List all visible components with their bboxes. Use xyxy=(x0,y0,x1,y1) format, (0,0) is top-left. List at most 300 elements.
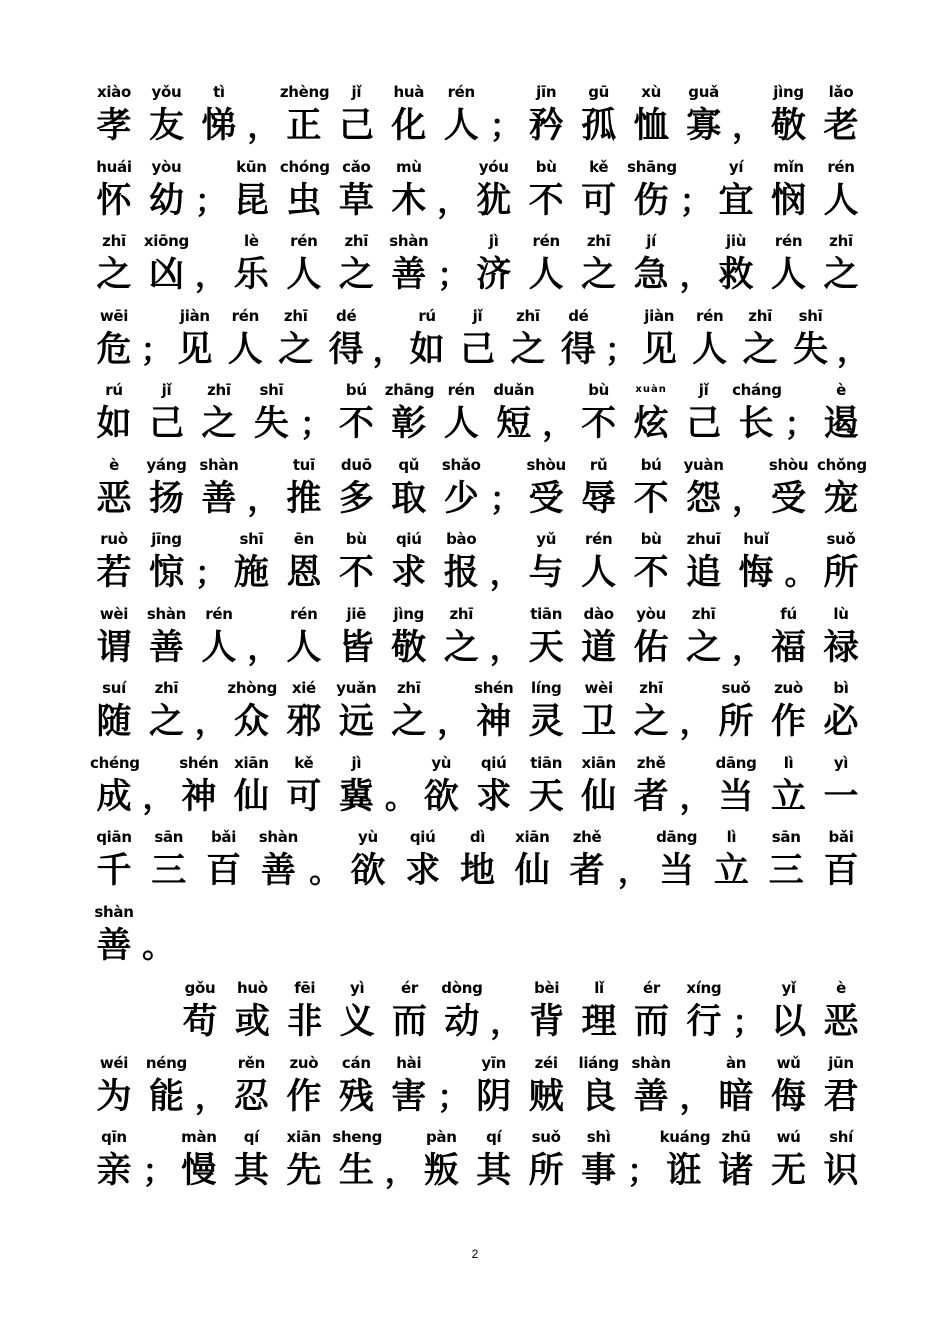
hanzi: 危 xyxy=(96,328,132,370)
punctuation: ， xyxy=(679,256,712,294)
hanzi: 急 xyxy=(633,254,669,295)
punctuation: ， xyxy=(679,1077,712,1116)
pinyin: jiē xyxy=(346,604,367,623)
pinyin: lǎo xyxy=(828,83,854,101)
pinyin: qí xyxy=(243,1128,260,1146)
hanzi: 行 xyxy=(686,1001,722,1042)
pinyin: jīn xyxy=(536,83,557,101)
ruby-character xyxy=(712,1051,760,1119)
ruby-character xyxy=(490,378,538,446)
hanzi: 人 xyxy=(692,328,728,370)
pinyin: zhū xyxy=(721,1128,751,1146)
ruby-character xyxy=(653,825,701,893)
hanzi: 立 xyxy=(771,775,807,817)
pinyin: dào xyxy=(583,604,614,623)
hanzi: 以 xyxy=(771,1001,807,1042)
hanzi: 诳 xyxy=(666,1150,702,1191)
hanzi: 悔 xyxy=(738,552,774,593)
ruby-character xyxy=(332,1051,380,1119)
pinyin: tiān xyxy=(530,604,563,623)
ruby-character xyxy=(403,304,451,372)
hanzi: 恶 xyxy=(96,477,132,519)
hanzi: 当 xyxy=(659,850,695,891)
pinyin: kě xyxy=(294,753,314,772)
pinyin: zhī xyxy=(154,679,179,697)
hanzi: 善 xyxy=(148,626,184,668)
ruby-character xyxy=(817,676,865,744)
hanzi: 矜 xyxy=(528,105,564,146)
punctuation: ； xyxy=(732,1003,765,1041)
pinyin: jiù xyxy=(726,232,747,250)
punctuation: ， xyxy=(679,777,712,816)
ruby-character xyxy=(247,378,295,446)
hanzi: 报 xyxy=(443,552,479,593)
punctuation: ， xyxy=(247,107,280,145)
ruby-character xyxy=(254,825,302,893)
pinyin: bǎi xyxy=(211,828,237,846)
hanzi: 冀 xyxy=(338,775,374,817)
pinyin: liáng xyxy=(578,1053,619,1072)
punctuation: ， xyxy=(679,703,712,741)
ruby-character xyxy=(712,1125,760,1193)
pinyin: rén xyxy=(696,306,724,325)
punctuation: ； xyxy=(140,330,173,369)
hanzi: 而 xyxy=(633,1001,669,1042)
punctuation: ， xyxy=(194,1077,227,1116)
pinyin: shén xyxy=(179,753,219,772)
pinyin: qiú xyxy=(395,530,422,548)
pinyin: lù xyxy=(833,604,849,623)
ruby-character xyxy=(817,527,865,595)
ruby-character xyxy=(522,1125,570,1193)
punctuation: ， xyxy=(732,479,765,518)
ruby-character xyxy=(765,676,813,744)
ruby-character xyxy=(817,1125,865,1193)
pinyin: bì xyxy=(833,679,849,697)
pinyin: mǐn xyxy=(773,157,804,176)
hanzi: 福 xyxy=(771,626,807,668)
ruby-character xyxy=(332,378,380,446)
pinyin: huò xyxy=(236,979,268,997)
hanzi: 道 xyxy=(581,626,617,668)
hanzi: 当 xyxy=(718,775,754,817)
pinyin: zhī xyxy=(344,232,369,250)
hanzi: 所 xyxy=(718,701,754,742)
ruby-character xyxy=(437,453,485,521)
pinyin: jiàn xyxy=(179,306,210,325)
hanzi: 义 xyxy=(339,1001,375,1042)
ruby-character xyxy=(90,1051,138,1119)
hanzi: 诸 xyxy=(718,1150,754,1191)
ruby-character xyxy=(575,378,623,446)
hanzi: 理 xyxy=(581,1001,617,1042)
pinyin: zhāng xyxy=(384,381,435,399)
pinyin: shāng xyxy=(627,157,677,176)
hanzi: 推 xyxy=(286,477,322,519)
hanzi: 伤 xyxy=(633,179,669,221)
hanzi: 不 xyxy=(338,552,374,593)
ruby-character xyxy=(385,155,433,223)
pinyin: tì xyxy=(213,83,225,101)
ruby-character xyxy=(280,676,328,744)
hanzi: 善 xyxy=(260,850,296,891)
hanzi: 敬 xyxy=(391,626,427,668)
ruby-character xyxy=(680,602,728,670)
pinyin: rén xyxy=(447,381,475,399)
pinyin: dāng xyxy=(656,828,698,846)
pinyin: xié xyxy=(291,679,316,697)
pinyin: qiú xyxy=(480,753,507,772)
pinyin: wéi xyxy=(99,1053,129,1072)
hanzi: 见 xyxy=(641,328,677,370)
ruby-character xyxy=(280,453,328,521)
pinyin: rěn xyxy=(237,1053,266,1072)
ruby-character xyxy=(171,304,219,372)
pinyin: zhèng xyxy=(279,83,330,101)
ruby-character xyxy=(280,1125,328,1193)
hanzi: 之 xyxy=(581,254,617,295)
hanzi: 人 xyxy=(443,403,479,444)
hanzi: 之 xyxy=(742,328,778,370)
hanzi: 宠 xyxy=(823,477,859,519)
hanzi: 人 xyxy=(227,328,263,370)
pinyin: rén xyxy=(774,232,803,250)
ruby-character xyxy=(817,80,865,148)
ruby-character xyxy=(437,80,485,148)
punctuation: ， xyxy=(490,1003,523,1041)
hanzi: 人 xyxy=(528,254,564,295)
hanzi: 能 xyxy=(148,1075,184,1117)
ruby-character xyxy=(145,825,193,893)
punctuation: ， xyxy=(194,703,227,741)
hanzi: 得 xyxy=(560,328,596,370)
pinyin: qí xyxy=(486,1128,502,1146)
punctuation: ； xyxy=(194,554,227,592)
ruby-character xyxy=(680,527,728,595)
ruby-character xyxy=(627,155,675,223)
hanzi: 苟 xyxy=(182,1001,218,1042)
pinyin: suí xyxy=(102,679,126,697)
hanzi: 灵 xyxy=(528,701,564,742)
pinyin: lè xyxy=(244,232,259,250)
pinyin: rén xyxy=(447,83,475,101)
hanzi: 善 xyxy=(391,254,427,295)
hanzi: 寡 xyxy=(686,105,722,146)
hanzi: 亲 xyxy=(96,1150,132,1191)
pinyin: zhī xyxy=(691,604,716,623)
ruby-character xyxy=(280,155,328,223)
ruby-character xyxy=(90,1125,138,1193)
pinyin: zhī xyxy=(516,306,540,325)
hanzi: 卫 xyxy=(581,701,617,742)
hanzi: 所 xyxy=(823,552,859,593)
text-line xyxy=(90,751,865,826)
pinyin: jìng xyxy=(393,604,425,623)
ruby-character xyxy=(627,976,675,1044)
pinyin: rén xyxy=(827,157,855,176)
ruby-character xyxy=(195,80,243,148)
pinyin: zhòng xyxy=(227,679,278,697)
pinyin: zhī xyxy=(829,232,853,250)
punctuation: ， xyxy=(837,330,870,369)
pinyin: xiān xyxy=(234,753,269,772)
hanzi: 作 xyxy=(771,701,807,742)
hanzi: 贼 xyxy=(528,1075,564,1117)
ruby-character xyxy=(142,676,190,744)
ruby-character xyxy=(765,1125,813,1193)
hanzi: 恤 xyxy=(633,105,669,146)
pinyin: shǎo xyxy=(441,455,481,474)
pinyin: bú xyxy=(345,381,367,399)
pinyin: zhī xyxy=(639,679,663,697)
ruby-character xyxy=(522,229,570,297)
text-line xyxy=(90,900,865,975)
hanzi: 不 xyxy=(633,552,669,593)
punctuation: ， xyxy=(384,1152,417,1190)
ruby-character xyxy=(765,155,813,223)
pinyin: yuǎn xyxy=(336,679,377,697)
hanzi: 仙 xyxy=(233,775,269,817)
pinyin: xíng xyxy=(686,979,722,997)
hanzi: 不 xyxy=(581,403,617,444)
punctuation: ； xyxy=(142,1152,175,1190)
hanzi: 受 xyxy=(528,477,564,519)
ruby-character xyxy=(454,825,502,893)
pinyin: wú xyxy=(776,1128,801,1146)
ruby-character xyxy=(227,676,278,744)
pinyin: néng xyxy=(145,1053,187,1072)
pinyin: yáng xyxy=(146,455,187,474)
ruby-character xyxy=(221,304,269,372)
ruby-character xyxy=(142,80,190,148)
hanzi: 恶 xyxy=(823,1001,859,1042)
ruby-character xyxy=(90,825,138,893)
hanzi: 仙 xyxy=(581,775,617,817)
pinyin: lì xyxy=(726,828,737,846)
pinyin: yù xyxy=(431,753,452,772)
ruby-character xyxy=(385,453,433,521)
ruby-character xyxy=(322,304,370,372)
ruby-character xyxy=(142,378,190,446)
ruby-character xyxy=(575,1051,623,1119)
pinyin: dé xyxy=(336,306,357,325)
hanzi: 地 xyxy=(459,850,495,891)
hanzi: 神 xyxy=(181,775,217,817)
ruby-character xyxy=(280,229,328,297)
text-line xyxy=(90,304,870,379)
pinyin: lǐ xyxy=(594,979,604,997)
pinyin: shī xyxy=(239,530,264,548)
hanzi: 欲 xyxy=(423,775,459,817)
ruby-character xyxy=(280,1051,328,1119)
ruby-character xyxy=(575,527,623,595)
ruby-character xyxy=(280,527,328,595)
pinyin: huái xyxy=(96,157,132,176)
ruby-character xyxy=(227,1125,275,1193)
hanzi: 一 xyxy=(823,775,859,817)
hanzi: 善 xyxy=(96,924,132,966)
hanzi: 千 xyxy=(96,850,132,891)
hanzi: 为 xyxy=(96,1075,132,1117)
hanzi: 己 xyxy=(148,403,184,444)
hanzi: 济 xyxy=(476,254,512,295)
ruby-character xyxy=(386,976,434,1044)
pinyin: xiōng xyxy=(143,232,189,250)
pinyin: rén xyxy=(205,604,233,623)
ruby-character xyxy=(90,304,138,372)
ruby-character xyxy=(142,527,190,595)
ruby-character xyxy=(280,751,328,819)
pinyin: è xyxy=(109,455,119,474)
pinyin: yóu xyxy=(478,157,509,176)
pinyin: rén xyxy=(290,232,318,250)
hanzi: 三 xyxy=(151,850,187,891)
ruby-character xyxy=(227,751,275,819)
hanzi: 彰 xyxy=(391,403,427,444)
ruby-character xyxy=(575,80,623,148)
pinyin: yì xyxy=(833,753,849,772)
ruby-character xyxy=(90,453,138,521)
ruby-character xyxy=(504,304,552,372)
hanzi: 三 xyxy=(768,850,804,891)
pinyin: shì xyxy=(586,1128,611,1146)
pinyin: bù xyxy=(588,381,610,399)
hanzi: 立 xyxy=(713,850,749,891)
pinyin: rǔ xyxy=(589,455,608,474)
pinyin: suǒ xyxy=(826,530,856,548)
hanzi: 悯 xyxy=(771,179,807,221)
text-line xyxy=(90,602,865,677)
ruby-character xyxy=(575,602,623,670)
ruby-character xyxy=(817,1051,865,1119)
hanzi: 而 xyxy=(392,1001,428,1042)
pinyin: dé xyxy=(568,306,589,325)
pinyin: cán xyxy=(341,1053,371,1072)
ruby-character xyxy=(332,229,380,297)
pinyin: jǐ xyxy=(351,83,362,101)
pinyin: zhī xyxy=(283,306,308,325)
ruby-character xyxy=(470,155,518,223)
ruby-character xyxy=(575,155,623,223)
ruby-character xyxy=(437,602,485,670)
hanzi: 幼 xyxy=(148,179,184,221)
ruby-character xyxy=(142,229,190,297)
hanzi: 凶 xyxy=(148,254,184,295)
pinyin: bú xyxy=(640,455,662,474)
pinyin: shí xyxy=(829,1128,853,1146)
ruby-character xyxy=(90,751,138,819)
ruby-character xyxy=(575,229,623,297)
ruby-character xyxy=(712,229,760,297)
hanzi: 扬 xyxy=(148,477,184,519)
pinyin: xiào xyxy=(96,83,132,101)
hanzi: 之 xyxy=(391,701,427,742)
ruby-character xyxy=(90,676,138,744)
hanzi: 不 xyxy=(633,477,669,519)
hanzi: 叛 xyxy=(423,1150,459,1191)
hanzi: 之 xyxy=(633,701,669,742)
pinyin: tuī xyxy=(292,455,315,474)
hanzi: 追 xyxy=(686,552,722,593)
hanzi: 怀 xyxy=(96,179,132,221)
ruby-character xyxy=(454,304,502,372)
punctuation: ， xyxy=(489,554,522,592)
pinyin: ruò xyxy=(100,530,128,548)
ruby-character xyxy=(627,751,675,819)
pinyin: rén xyxy=(584,530,613,548)
pinyin: xuàn xyxy=(635,384,667,395)
pinyin: zhě xyxy=(636,753,666,772)
ruby-character xyxy=(175,751,223,819)
punctuation: 。 xyxy=(784,554,817,592)
ruby-character xyxy=(736,304,784,372)
hanzi: 之 xyxy=(148,701,184,742)
pinyin: jí xyxy=(646,232,656,250)
punctuation: ， xyxy=(247,628,280,667)
ruby-character xyxy=(817,453,865,521)
ruby-character xyxy=(332,453,380,521)
ruby-character xyxy=(765,751,813,819)
pinyin: rén xyxy=(532,232,560,250)
ruby-character xyxy=(90,80,138,148)
ruby-character xyxy=(437,378,485,446)
pinyin: yì xyxy=(349,979,365,997)
hanzi: 动 xyxy=(444,1001,480,1042)
pinyin: shén xyxy=(474,679,514,697)
punctuation: ； xyxy=(437,1077,470,1116)
pinyin: ēn xyxy=(293,530,314,548)
hanzi: 所 xyxy=(528,1150,564,1191)
hanzi: 不 xyxy=(338,403,374,444)
text-line xyxy=(90,527,865,602)
hanzi: 必 xyxy=(823,701,859,742)
ruby-character xyxy=(228,976,276,1044)
hanzi: 禄 xyxy=(823,626,859,668)
hanzi: 炫 xyxy=(633,403,669,444)
ruby-character xyxy=(817,825,865,893)
pinyin: zhī xyxy=(449,604,474,623)
pinyin: yòu xyxy=(636,604,667,623)
hanzi: 之 xyxy=(823,254,859,295)
ruby-character xyxy=(522,602,570,670)
pinyin: xiān xyxy=(515,828,550,846)
ruby-character xyxy=(142,453,190,521)
pinyin: chéng xyxy=(90,753,140,772)
pinyin: dòng xyxy=(441,979,483,997)
ruby-character xyxy=(765,80,813,148)
pinyin: rú xyxy=(105,381,123,399)
ruby-character xyxy=(575,676,623,744)
hanzi: 救 xyxy=(718,254,754,295)
hanzi: 残 xyxy=(338,1075,374,1117)
hanzi: 成 xyxy=(96,775,132,817)
pinyin: zhī xyxy=(748,306,772,325)
hanzi: 人 xyxy=(443,105,479,146)
punctuation: ， xyxy=(247,479,280,518)
pinyin: qǔ xyxy=(398,455,420,474)
hanzi: 求 xyxy=(391,552,427,593)
punctuation: ； xyxy=(627,1152,660,1190)
punctuation: ； xyxy=(784,405,817,443)
ruby-character xyxy=(732,378,780,446)
punctuation: ， xyxy=(437,703,470,741)
hanzi: 君 xyxy=(823,1075,859,1117)
pinyin: yí xyxy=(728,157,744,176)
ruby-character xyxy=(385,676,433,744)
punctuation: ， xyxy=(542,405,575,443)
pinyin: cháng xyxy=(732,381,782,399)
pinyin: suǒ xyxy=(721,679,751,697)
